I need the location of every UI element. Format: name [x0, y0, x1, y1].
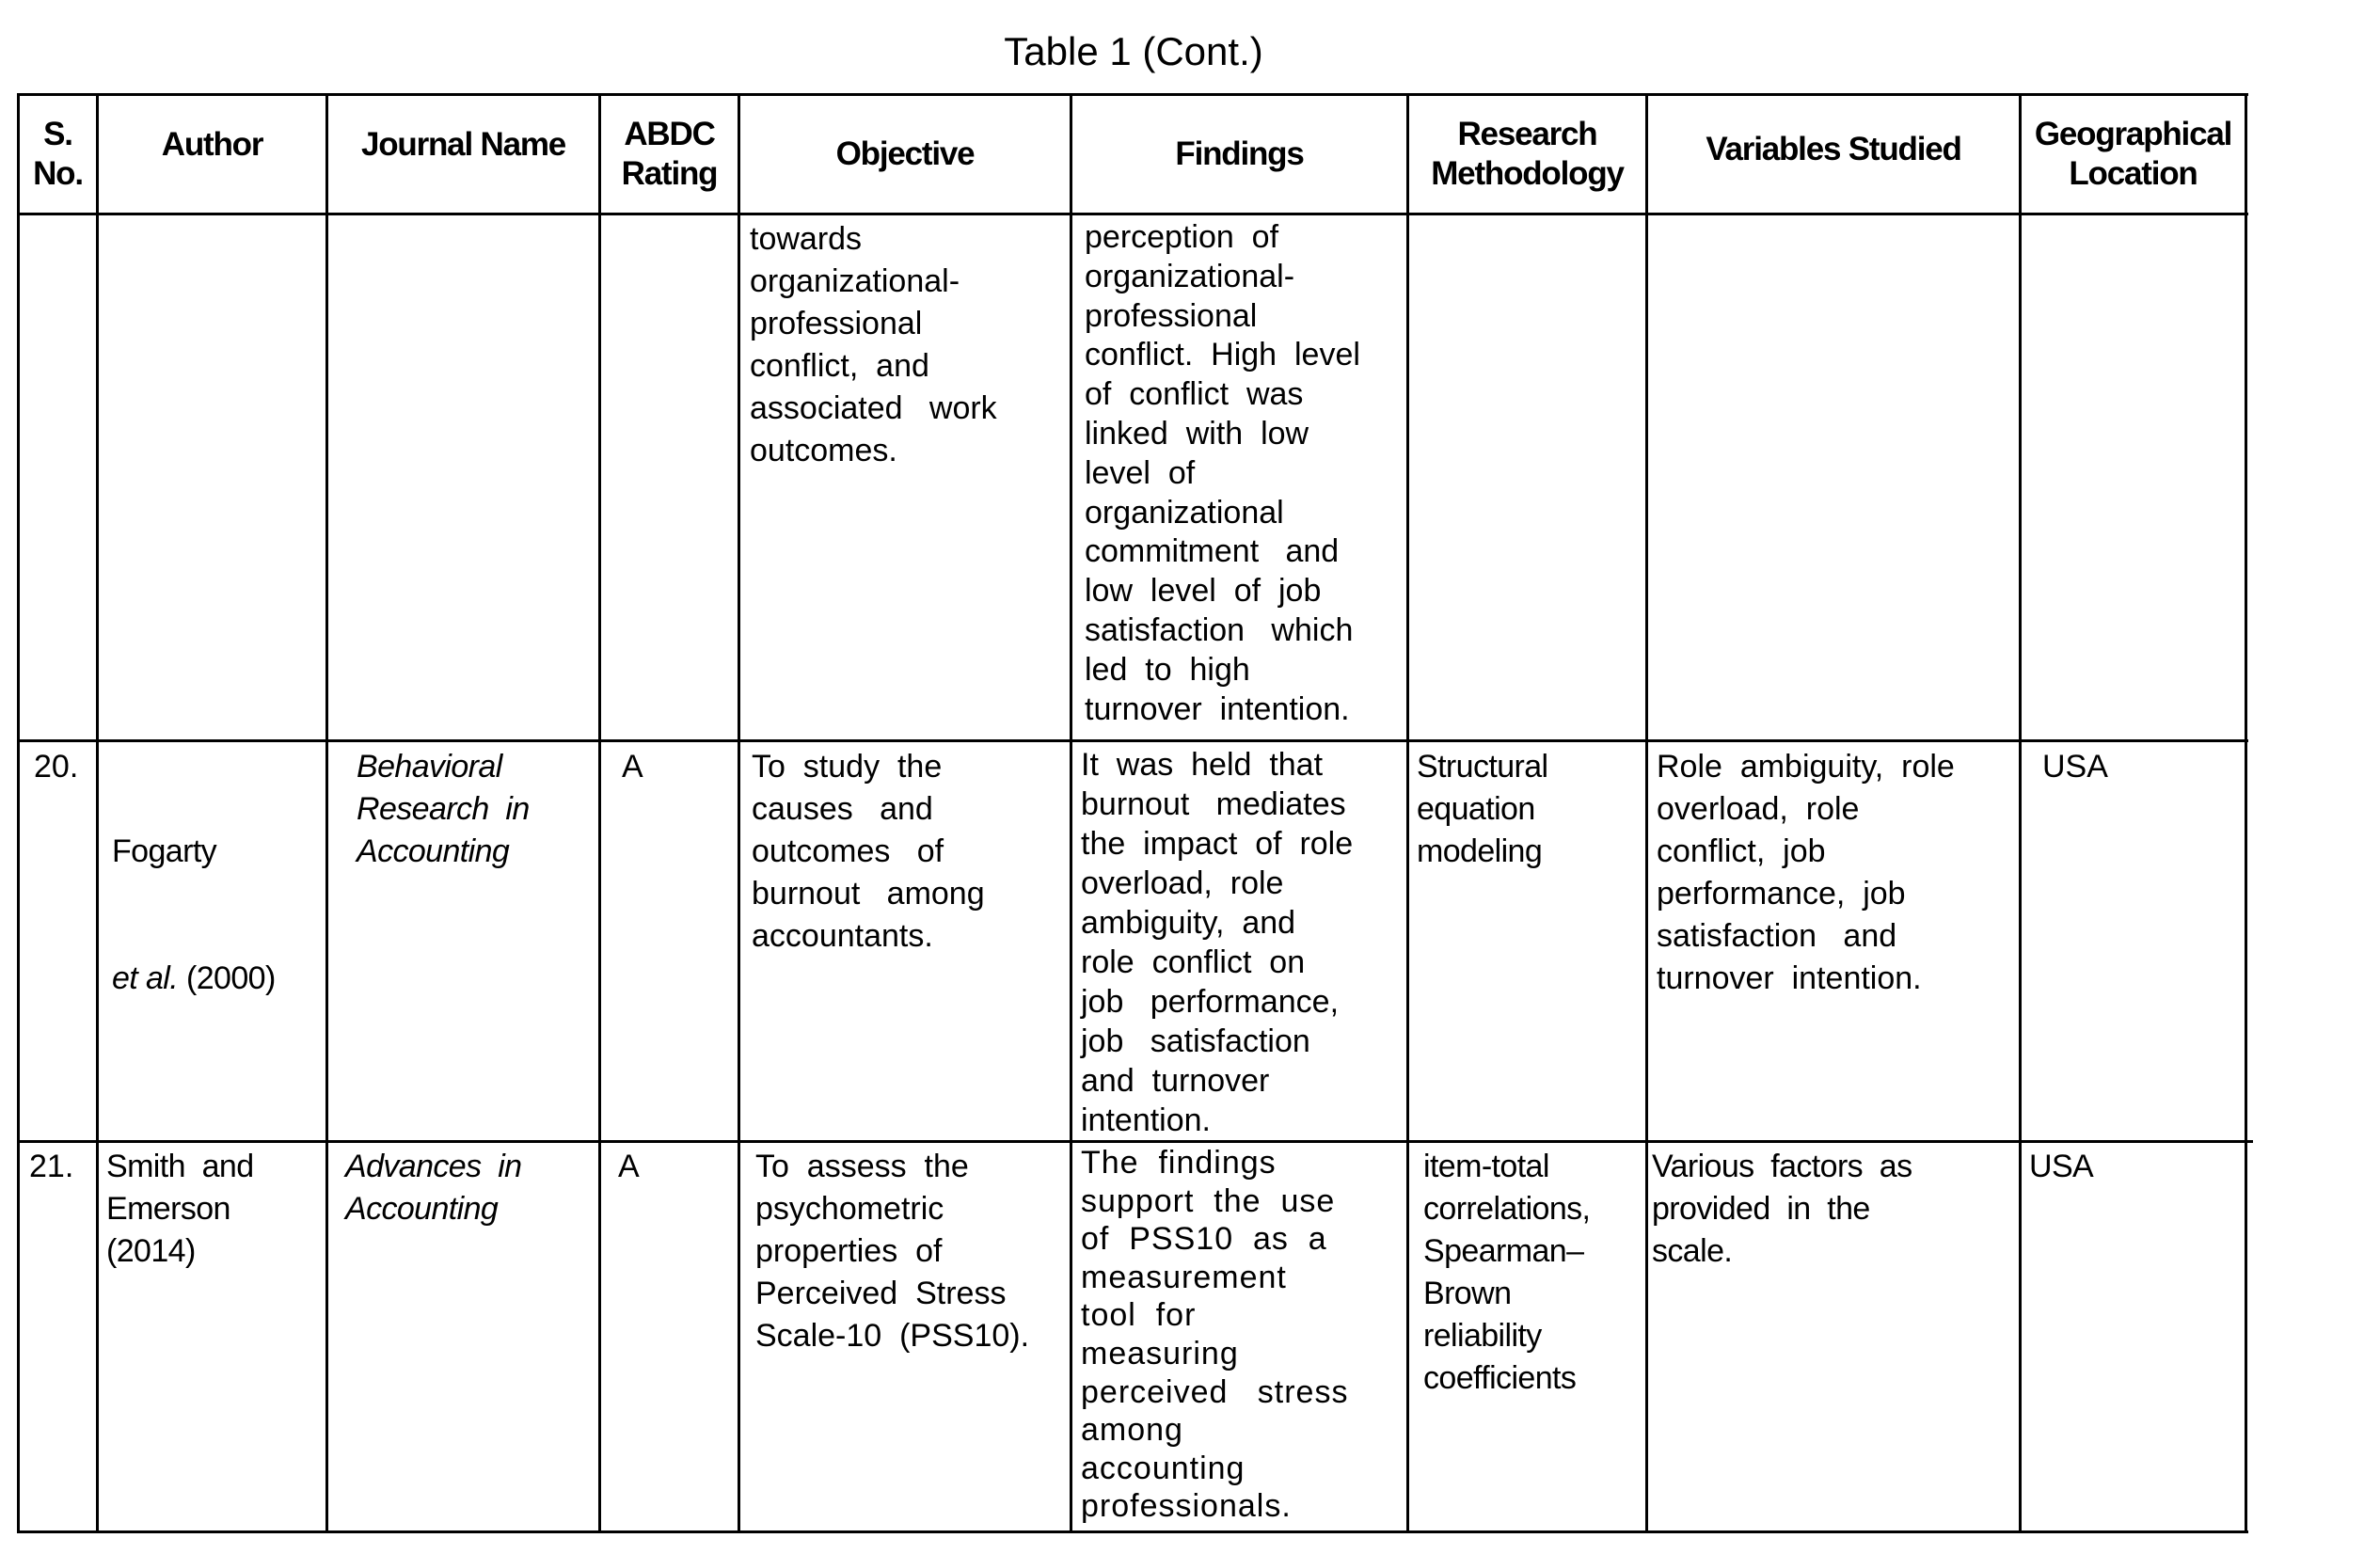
table-bottom-border	[18, 1530, 2248, 1533]
header-sno	[20, 96, 96, 213]
cell-line: organizational-	[750, 263, 960, 299]
cell-line: causes and	[752, 791, 933, 827]
cell-line: role conflict on	[1081, 944, 1306, 980]
cell-line: organizational	[1085, 494, 1284, 531]
cell-line: Behavioral	[357, 749, 502, 785]
row20-sno: 20.	[34, 749, 79, 785]
cell-line: equation	[1417, 791, 1535, 827]
cell-line: perceived stress	[1081, 1373, 1349, 1410]
header-journal-name: Journal Name	[360, 126, 566, 163]
row21-journal	[345, 1146, 521, 1230]
cell-line: provided in the	[1652, 1191, 1870, 1227]
cell-line: accounting	[1081, 1450, 1246, 1486]
cell-line: performance, job	[1657, 876, 1906, 912]
row21-methodology	[1423, 1146, 1590, 1400]
column-divider	[738, 93, 740, 1533]
cell-line: among	[1081, 1412, 1183, 1449]
cell-line: low level of job	[1085, 573, 1322, 610]
cell-line: level of	[1085, 454, 1196, 491]
row20-journal	[357, 746, 530, 873]
row19-findings	[1085, 218, 1360, 729]
cell-line: outcomes.	[750, 433, 897, 468]
header-location-line1: Geographical	[2034, 116, 2232, 152]
row20-objective	[752, 746, 985, 958]
cell-line: burnout among	[752, 876, 985, 912]
header-variables-studied: Variables Studied	[1706, 131, 1961, 167]
cell-line: linked with low	[1085, 415, 1309, 452]
cell-line: Smith and	[106, 1149, 254, 1184]
cell-line: Spearman–	[1423, 1233, 1584, 1269]
row20-abdc-rating: A	[622, 749, 643, 785]
header-geographical-location	[2022, 96, 2245, 213]
column-divider	[1406, 93, 1409, 1533]
row20-methodology	[1417, 746, 1548, 873]
cell-line: conflict, job	[1657, 833, 1826, 869]
row21-findings	[1081, 1144, 1348, 1526]
cell-line: coefficients	[1423, 1360, 1577, 1396]
cell-line: Accounting	[345, 1191, 499, 1227]
cell-line: intention.	[1081, 1102, 1211, 1138]
cell-line: properties of	[755, 1233, 943, 1269]
column-divider	[1645, 93, 1648, 1533]
cell-line: satisfaction and	[1657, 918, 1897, 954]
cell-line: of conflict was	[1085, 376, 1304, 413]
column-divider	[1070, 93, 1072, 1533]
row21-abdc-rating: A	[618, 1149, 640, 1184]
header-author: Author	[161, 126, 263, 163]
row20-location: USA	[2042, 749, 2108, 785]
cell-line: satisfaction which	[1085, 611, 1354, 648]
row21-objective	[755, 1146, 1029, 1357]
cell-line: and turnover	[1081, 1063, 1270, 1099]
cell-line: support the use	[1081, 1182, 1336, 1219]
cell-line: conflict. High level	[1085, 337, 1360, 373]
row20-author-year: (2000)	[185, 960, 276, 996]
cell-line: It was held that	[1081, 747, 1324, 783]
header-objective: Objective	[835, 135, 975, 172]
cell-line: Research in	[357, 791, 530, 827]
cell-line: job performance,	[1081, 984, 1340, 1020]
cell-line: Role ambiguity, role	[1657, 749, 1955, 785]
cell-line: accountants.	[752, 918, 933, 954]
cell-line: To assess the	[755, 1149, 969, 1184]
cell-line: item-total	[1423, 1149, 1549, 1184]
cell-line: Emerson	[106, 1191, 230, 1227]
cell-line: turnover intention.	[1085, 690, 1350, 727]
row21-author	[106, 1146, 254, 1273]
cell-line: Structural	[1417, 749, 1548, 785]
cell-line: Advances in	[345, 1149, 522, 1184]
header-abdc-rating	[601, 96, 738, 213]
cell-line: towards	[750, 221, 863, 257]
cell-line: overload, role	[1081, 865, 1284, 901]
cell-line: Scale-10 (PSS10).	[755, 1318, 1030, 1354]
header-methodology-line1: Research	[1457, 116, 1597, 152]
cell-line: organizational-	[1085, 258, 1295, 294]
cell-line: tool for	[1081, 1297, 1197, 1334]
row21-location: USA	[2029, 1149, 2094, 1184]
cell-line: reliability	[1423, 1318, 1542, 1354]
cell-line: job satisfaction	[1081, 1023, 1310, 1059]
cell-line: burnout mediates	[1081, 786, 1346, 822]
cell-line: outcomes of	[752, 833, 944, 869]
cell-line: scale.	[1652, 1233, 1733, 1269]
row19-objective	[750, 218, 997, 472]
header-research-methodology	[1409, 96, 1645, 213]
header-abdc-line2: Rating	[621, 155, 718, 192]
row-divider	[18, 739, 2248, 742]
row20-author	[112, 746, 276, 1085]
cell-line: measuring	[1081, 1335, 1239, 1372]
cell-line: turnover intention.	[1657, 960, 1922, 996]
cell-line: the impact of role	[1081, 826, 1354, 862]
row20-author-etal: et al.	[112, 960, 179, 996]
row20-variables	[1657, 746, 1955, 1000]
row20-author-name: Fogarty	[112, 833, 217, 869]
cell-line: Accounting	[357, 833, 510, 869]
cell-line: commitment and	[1085, 533, 1340, 570]
cell-line: perception of	[1085, 219, 1279, 255]
row20-findings	[1081, 745, 1353, 1140]
row21-sno: 21.	[29, 1149, 74, 1184]
row-divider	[18, 1140, 2253, 1143]
cell-line: professional	[1085, 297, 1258, 334]
cell-line: To study the	[752, 749, 943, 785]
cell-line: led to high	[1085, 651, 1250, 688]
cell-line: conflict, and	[750, 348, 929, 384]
cell-line: ambiguity, and	[1081, 905, 1296, 941]
cell-line: overload, role	[1657, 791, 1860, 827]
header-sno-line1: S.	[43, 116, 72, 152]
table-title: Table 1 (Cont.)	[1004, 29, 1263, 73]
cell-line: modeling	[1417, 833, 1543, 869]
header-location-line2: Location	[2069, 155, 2198, 192]
cell-line: Various factors as	[1652, 1149, 1912, 1184]
cell-line: Perceived Stress	[755, 1276, 1007, 1311]
cell-line: psychometric	[755, 1191, 944, 1227]
table-left-border	[17, 93, 20, 1533]
column-divider	[96, 93, 99, 1533]
cell-line: professionals.	[1081, 1488, 1292, 1525]
cell-line: Brown	[1423, 1276, 1512, 1311]
row21-variables	[1652, 1146, 1912, 1273]
cell-line: The findings	[1081, 1145, 1277, 1181]
cell-line: (2014)	[106, 1233, 196, 1269]
table-right-border	[2245, 93, 2247, 1533]
cell-line: associated work	[750, 390, 997, 426]
header-findings: Findings	[1175, 135, 1304, 172]
cell-line: measurement	[1081, 1259, 1287, 1295]
column-divider	[2019, 93, 2022, 1533]
cell-line: correlations,	[1423, 1191, 1591, 1227]
cell-line: professional	[750, 306, 923, 341]
header-methodology-line2: Methodology	[1431, 155, 1624, 192]
column-divider	[598, 93, 601, 1533]
column-divider	[325, 93, 328, 1533]
header-abdc-line1: ABDC	[624, 116, 715, 152]
header-sno-line2: No.	[33, 155, 83, 192]
cell-line: of PSS10 as a	[1081, 1221, 1327, 1258]
header-bottom-border	[18, 213, 2248, 215]
